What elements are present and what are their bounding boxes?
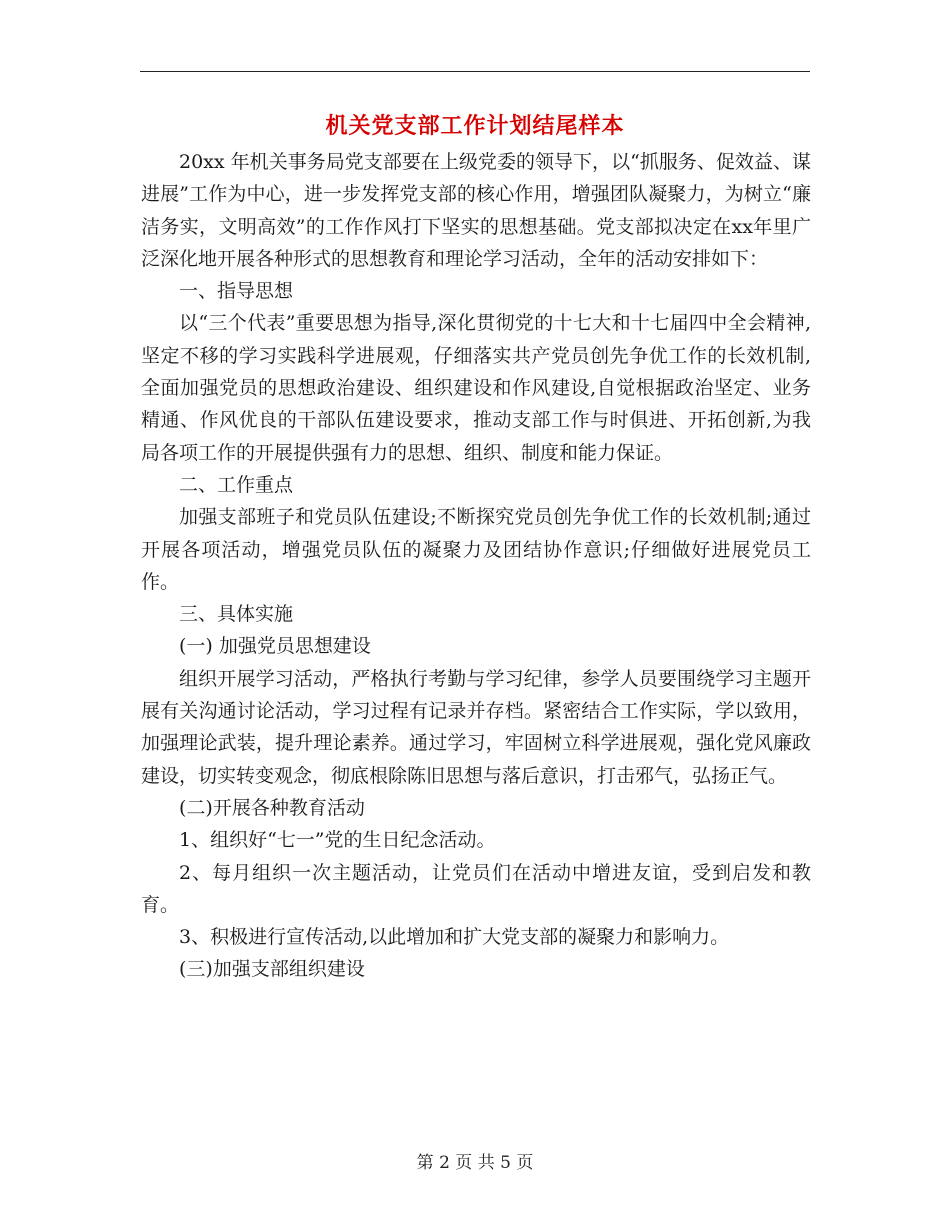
section-heading-implementation: 三、具体实施 [179, 603, 294, 626]
subsection-heading-education-activities: (二)开展各种教育活动 [179, 796, 365, 819]
document-title: 机关党支部工作计划结尾样本 [325, 113, 625, 139]
work-focus-paragraph: 加强支部班子和党员队伍建设;不断探究党员创先争优工作的长效机制;通过开展各项活动，增强党员队伍的凝聚力及团结协作意识;仔细做好进展党员工作。 [141, 506, 811, 593]
section-heading-work-focus: 二、工作重点 [179, 473, 294, 496]
document-body [141, 146, 811, 986]
list-item: 2、每月组织一次主题活动，让党员们在活动中增进友谊，受到启发和教育。 [141, 861, 811, 916]
ideological-building-paragraph: 组织开展学习活动，严格执行考勤与学习纪律，参学人员要围绕学习主题开展有关沟通讨论活动，学习过程有记录并存档。紧密结合工作实际，学以致用，加强理论武装，提升理论素养。通过学习，牢固树立科学进展观，强化党风廉政建设，切实转变观念，彻底根除陈旧思想与落后意识，打击邪气，弘扬正气。 [141, 667, 811, 787]
subsection-heading-organization-building: (三)加强支部组织建设 [179, 958, 365, 981]
list-item: 3、积极进行宣传活动,以此增加和扩大党支部的凝聚力和影响力。 [179, 926, 730, 949]
subsection-heading-ideological-building: (一) 加强党员思想建设 [179, 635, 371, 658]
page-number-footer: 第 2 页 共 5 页 [416, 1153, 534, 1173]
header-rule [140, 71, 810, 72]
intro-paragraph: 20xx 年机关事务局党支部要在上级党委的领导下，以“抓服务、促效益、谋进展”工作为中心，进一步发挥党支部的核心作用，增强团队凝聚力，为树立“廉洁务实，文明高效”的工作作风打下坚实的思想基础。党支部拟决定在xx年里广泛深化地开展各种形式的思想教育和理论学习活动，全年的活动安排如下： [141, 151, 811, 270]
list-item: 1、组织好“七一”党的生日纪念活动。 [179, 829, 496, 852]
guiding-ideology-paragraph: 以“三个代表”重要思想为指导,深化贯彻党的十七大和十七届四中全会精神,坚定不移的学习实践科学进展观，仔细落实共产党员创先争优工作的长效机制,全面加强党员的思想政治建设、组织建设和作风建设,自觉根据政治坚定、业务精通、作风优良的干部队伍建设要求，推动支部工作与时俱进、开拓创新,为我局各项工作的开展提供强有力的思想、组织、制度和能力保证。 [141, 312, 811, 464]
section-heading-guiding-ideology: 一、指导思想 [179, 280, 294, 303]
